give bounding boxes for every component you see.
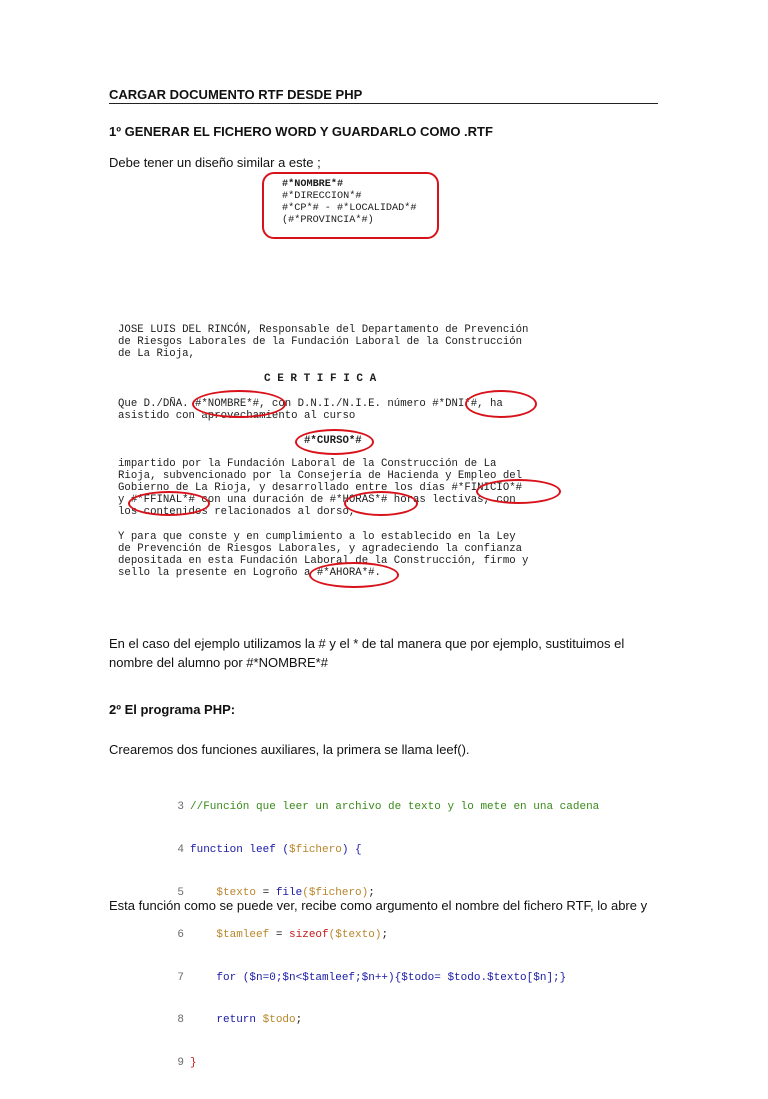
cert-paragraph-line: y #*FFINAL*# con una duración de #*HORAS*# horas lectivas, con [118, 494, 516, 506]
cert-title: C E R T I F I C A [264, 373, 377, 385]
finicio-highlight-ring [476, 479, 561, 504]
cert-paragraph-line: sello la presente en Logroño a #*AHORA*#. [118, 567, 381, 579]
example-line-2: nombre del alumno por #*NOMBRE*# [109, 655, 328, 670]
horas-highlight-ring [344, 491, 418, 516]
code-line: 7 for ($n=0;$n<$tamleef;$n++){$todo= $todo.$texto[$n];} [160, 971, 599, 985]
cert-paragraph-line: JOSE LUIS DEL RINCÓN, Responsable del Departamento de Prevención [118, 324, 529, 336]
code-line: 9 } [160, 1056, 599, 1070]
cert-paragraph-line: los contenidos relacionados al dorso, [118, 506, 356, 518]
cert-paragraph-line: de Prevención de Riesgos Laborales, y agradeciendo la confianza [118, 543, 523, 555]
address-line: #*DIRECCION*# [282, 191, 362, 202]
code-line: 8 return $todo; [160, 1013, 599, 1027]
cert-paragraph-line: depositada en esta Fundación Laboral de la Construcción, firmo y [118, 555, 529, 567]
line-number: 3 [177, 801, 184, 814]
line-number: 7 [177, 971, 184, 984]
code-line [160, 800, 599, 814]
line-number: 8 [177, 1014, 184, 1027]
heading-underline [109, 103, 658, 104]
cert-paragraph-line: impartido por la Fundación Laboral de la Construcción de La [118, 458, 497, 470]
certificate-image [112, 320, 560, 590]
code-snippet [160, 772, 599, 1099]
step2-title: 2º El programa PHP: [109, 702, 236, 717]
ahora-highlight-ring [309, 562, 399, 588]
cert-curso: #*CURSO*# [304, 435, 362, 447]
code-comment: //Función que leer un archivo de texto y lo mete en una cadena [190, 801, 600, 814]
intro-text: Debe tener un diseño similar a este ; [109, 155, 321, 170]
example-line-1: En el caso del ejemplo utilizamos la # y el * de tal manera que por ejemplo, sustituimos el [109, 636, 625, 651]
nombre-highlight-ring [192, 390, 286, 418]
cert-paragraph-line: Y para que conste y en cumplimiento a lo establecido en la Ley [118, 531, 516, 543]
cert-paragraph-line: Que D./DÑA. #*NOMBRE*#, con D.N.I./N.I.E. número #*DNI*#, ha [118, 398, 503, 410]
code-line: 4 function leef ($fichero) { [160, 843, 599, 857]
address-block-image [262, 172, 442, 242]
address-line: (#*PROVINCIA*#) [282, 215, 374, 226]
line-number: 5 [177, 886, 184, 899]
curso-highlight-ring [295, 429, 374, 455]
code-line: 6 $tamleef = sizeof($texto); [160, 928, 599, 942]
ffinal-highlight-ring [128, 491, 210, 516]
address-line: #*CP*# - #*LOCALIDAD*# [282, 203, 417, 214]
cert-paragraph-line: de La Rioja, [118, 348, 195, 360]
cert-paragraph-line: Rioja, subvencionado por la Consejería de Hacienda y Empleo del [118, 470, 523, 482]
line-number: 6 [177, 929, 184, 942]
closing-text: Esta función como se puede ver, recibe como argumento el nombre del fichero RTF, lo abre y [109, 898, 648, 913]
functions-intro: Crearemos dos funciones auxiliares, la primera se llama leef(). [109, 742, 470, 757]
cert-paragraph-line: de Riesgos Laborales de la Fundación Laboral de la Construcción [118, 336, 523, 348]
cert-paragraph-line: asistido con aprovechamiento al curso [118, 410, 356, 422]
line-number: 9 [177, 1057, 184, 1070]
dni-highlight-ring [465, 390, 537, 418]
step1-title: 1º GENERAR EL FICHERO WORD Y GUARDARLO COMO .RTF [109, 124, 493, 139]
line-number: 4 [177, 844, 184, 857]
cert-paragraph-line: Gobierno de La Rioja, y desarrollado entre los días #*FINICIO*# [118, 482, 523, 494]
address-line: #*NOMBRE*# [282, 179, 344, 190]
code-line: 5 $texto = file($fichero); [160, 886, 599, 900]
document-heading: CARGAR DOCUMENTO RTF DESDE PHP [109, 87, 363, 102]
